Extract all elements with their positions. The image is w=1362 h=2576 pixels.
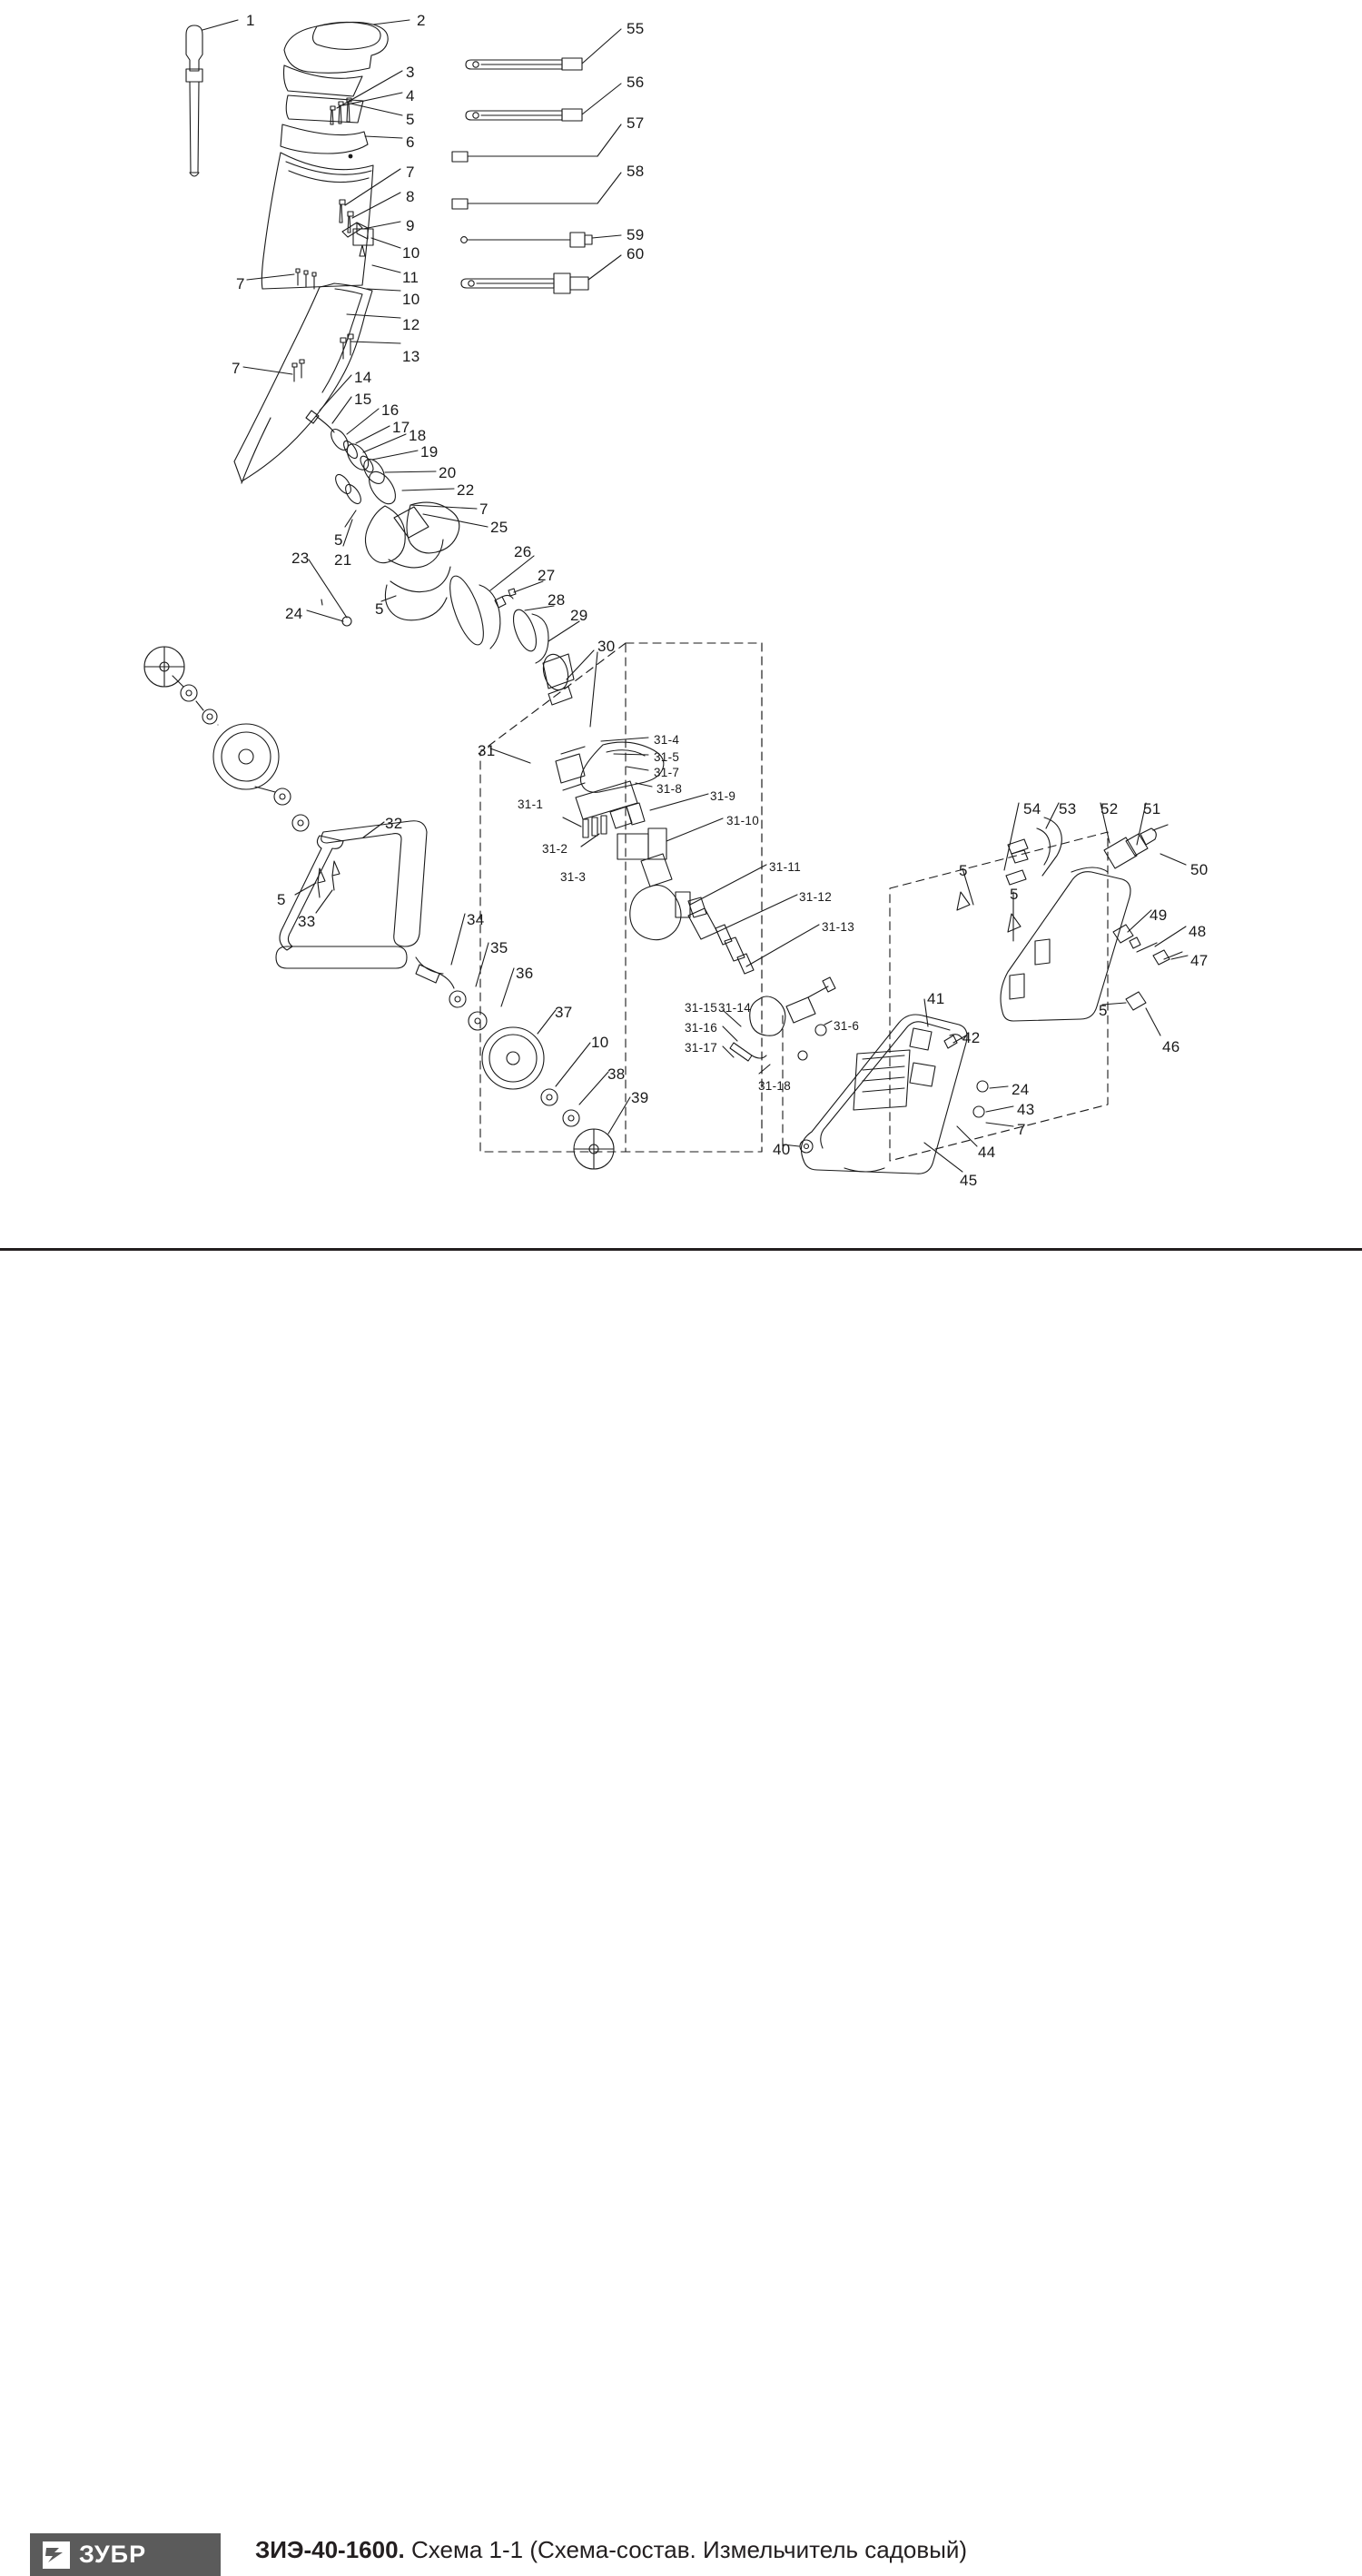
cable-assembly-59 (461, 233, 621, 247)
zubr-arrow-logo-icon (43, 2541, 70, 2569)
part-6-main-shell (262, 124, 373, 289)
callout-label: 26 (514, 543, 532, 560)
callout-label: 31-12 (799, 890, 833, 904)
callout-label: 18 (409, 427, 427, 444)
callout-label: 17 (392, 419, 410, 436)
callout-label: 4 (406, 87, 415, 104)
callout-label: 31-2 (542, 842, 568, 856)
callout-label: 51 (1143, 800, 1161, 817)
callout-label: 10 (402, 291, 420, 308)
brand-name: ЗУБР (79, 2541, 147, 2568)
callout-label: 31-17 (685, 1041, 718, 1055)
callout-label: 38 (607, 1065, 626, 1083)
sheet-caption (255, 2536, 967, 2564)
callout-label: 57 (627, 114, 645, 132)
callout-label: 31-15 (685, 1001, 718, 1015)
callout-label: 15 (354, 391, 372, 408)
callout-label: 31-11 (769, 860, 802, 874)
cable-assembly-58 (452, 173, 621, 209)
footer (0, 1251, 1362, 2568)
model-code: ЗИЭ-40-1600. (255, 2536, 405, 2563)
callout-label: 42 (962, 1029, 981, 1046)
cable-assembly-55 (466, 29, 621, 70)
callout-label: 1 (246, 12, 255, 29)
callout-label: 10 (402, 244, 420, 262)
sheet-description: Схема 1-1 (Схема-состав. Измельчитель садовый) (411, 2536, 968, 2563)
callout-label: 24 (1012, 1081, 1030, 1098)
callout-label: 23 (291, 550, 310, 567)
part-1-pusher (186, 20, 238, 176)
callout-label: 25 (490, 519, 508, 536)
callout-label: 7 (236, 275, 245, 292)
callout-label: 21 (334, 551, 352, 569)
brand-badge (30, 2533, 221, 2576)
callout-label: 12 (402, 316, 420, 333)
base-dashed-box (890, 832, 1108, 1161)
cable-assembly-57 (452, 124, 621, 162)
wheel-axle-assembly (144, 647, 630, 1169)
callout-label: 58 (627, 163, 645, 180)
callout-label: 31-1 (518, 798, 544, 811)
callout-label: 54 (1023, 800, 1041, 817)
callout-label: 35 (490, 939, 508, 956)
callout-label: 34 (467, 911, 485, 928)
callout-label: 52 (1100, 800, 1119, 817)
callout-label: 9 (406, 217, 415, 234)
diagram-vector-art (0, 0, 1362, 1249)
callout-label: 39 (631, 1089, 649, 1106)
callout-label: 36 (516, 965, 534, 982)
callout-label: 30 (597, 638, 616, 655)
cable-assembly-56 (466, 84, 621, 121)
callout-label: 19 (420, 443, 439, 461)
callout-label: 53 (1059, 800, 1077, 817)
exploded-diagram (0, 0, 1362, 1249)
callout-label: 29 (570, 607, 588, 624)
fastener-12-13 (292, 314, 400, 381)
callout-label: 47 (1190, 952, 1209, 969)
callout-label: 56 (627, 74, 645, 91)
callout-label: 31-18 (758, 1079, 792, 1093)
callout-label: 31-10 (726, 814, 760, 827)
callout-label: 45 (960, 1172, 978, 1189)
callout-label: 31-6 (834, 1019, 860, 1033)
callout-label: 31-9 (710, 789, 736, 803)
callout-label: 11 (402, 269, 419, 286)
callout-label: 28 (548, 591, 566, 609)
callout-label: 14 (354, 369, 372, 386)
callout-label: 20 (439, 464, 457, 481)
callout-label: 5 (1099, 1002, 1108, 1019)
callout-label: 43 (1017, 1101, 1035, 1118)
callout-label: 5 (334, 531, 343, 549)
callout-label: 5 (277, 891, 286, 908)
disc-coupling-assembly (443, 556, 594, 705)
callout-label: 55 (627, 20, 645, 37)
callout-label: 6 (406, 134, 415, 151)
callout-label: 60 (627, 245, 645, 263)
callout-label: 16 (381, 401, 400, 419)
callout-label: 46 (1162, 1038, 1180, 1055)
callout-label: 31-7 (654, 766, 680, 779)
callout-label: 10 (591, 1034, 609, 1051)
callout-label: 31 (478, 742, 496, 759)
callout-label: 50 (1190, 861, 1209, 878)
callout-label: 41 (927, 990, 945, 1007)
callout-label: 7 (479, 500, 489, 518)
callout-label: 8 (406, 188, 415, 205)
callout-label: 40 (773, 1141, 791, 1158)
callout-label: 22 (457, 481, 475, 499)
callout-label: 24 (285, 605, 303, 622)
callout-label: 37 (555, 1004, 573, 1021)
callout-label: 5 (375, 600, 384, 618)
callout-label: 49 (1150, 907, 1168, 924)
callout-label: 7 (1017, 1121, 1026, 1138)
callout-label: 59 (627, 226, 645, 243)
callout-label: 44 (978, 1144, 996, 1161)
part-2-upper-housing (284, 20, 410, 123)
fastener-stack-7-13 (247, 169, 400, 289)
callout-label: 13 (402, 348, 420, 365)
callout-label: 3 (406, 64, 415, 81)
callout-label: 7 (232, 360, 241, 377)
callout-label: 31-14 (718, 1001, 752, 1015)
callout-label: 31-13 (822, 920, 855, 934)
callout-label: 48 (1189, 923, 1207, 940)
fastener-stack-3-4-5 (331, 71, 402, 138)
callout-label: 2 (417, 12, 426, 29)
callout-label: 32 (385, 815, 403, 832)
callout-label: 33 (298, 913, 316, 930)
part-11-lower-chute (234, 283, 400, 483)
callout-label: 5 (1010, 886, 1019, 903)
callout-label: 7 (406, 163, 415, 181)
callout-label: 27 (538, 567, 556, 584)
callout-label: 31-3 (560, 870, 587, 884)
callout-label: 5 (406, 111, 415, 128)
callout-label: 31-16 (685, 1021, 718, 1035)
callout-label: 31-8 (656, 782, 683, 796)
callout-label: 31-5 (654, 750, 680, 764)
callout-label: 31-4 (654, 733, 680, 747)
callout-label: 5 (959, 862, 968, 879)
cable-assembly-60 (461, 255, 621, 293)
